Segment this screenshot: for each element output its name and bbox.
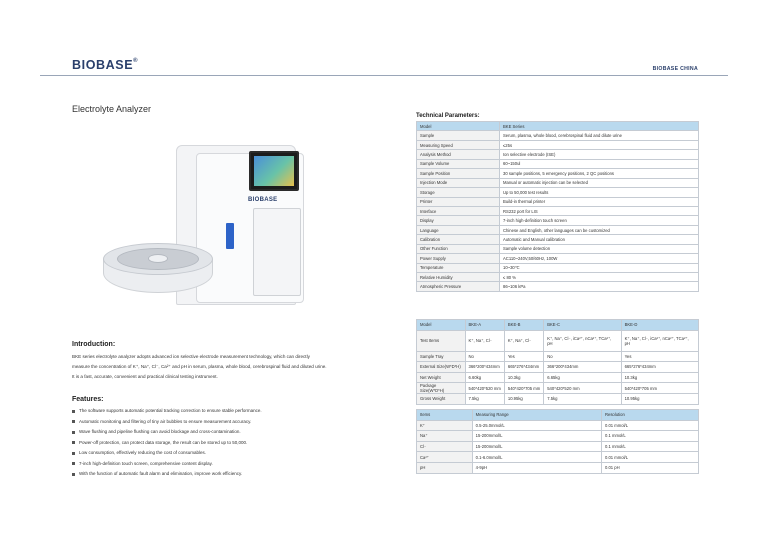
header-divider — [40, 75, 728, 76]
table-cell: 4-9pH — [472, 462, 601, 473]
table-row — [417, 431, 699, 442]
table-row — [417, 169, 699, 178]
row-label: Package Size(W*D*H) — [417, 383, 466, 394]
column-header: BKE Series — [500, 122, 699, 131]
product-image — [98, 135, 308, 320]
table-cell: 15-200mmol/L — [472, 441, 601, 452]
row-label: Printer — [417, 197, 500, 206]
column-header: Items — [417, 410, 473, 421]
table-cell: 10.3kg — [621, 372, 698, 383]
row-label: Atmospheric Pressure — [417, 282, 500, 291]
table-cell: Automatic and Manual calibration — [500, 235, 699, 244]
table-cell: 7.5kg — [465, 394, 504, 405]
table-cell: 540*420*705 mm — [621, 383, 698, 394]
table-cell: 0.01 mmol/L — [601, 452, 698, 463]
table-row — [417, 131, 699, 140]
feature-item: With the function of automatic fault alarm and elimination, improve work efficiency. — [72, 469, 372, 480]
table-cell: K⁺, Na⁺, Cl⁻, iCa²⁺, nCa²⁺, TCa²⁺, pH — [621, 330, 698, 351]
row-label: Measuring Speed — [417, 140, 500, 149]
column-header: BKE-B — [504, 320, 543, 331]
bullet-icon — [72, 462, 75, 465]
features-heading: Features: — [72, 396, 104, 403]
row-label: Sample Position — [417, 169, 500, 178]
row-label: Na⁺ — [417, 431, 473, 442]
row-label: External Size(W*D*H) — [417, 362, 466, 373]
table-cell: Ion selective electrode (ISE) — [500, 150, 699, 159]
table-cell: Sample volume detection — [500, 244, 699, 253]
column-header: Model — [417, 320, 466, 331]
touch-screen — [249, 151, 299, 191]
table-cell: 15-200mmol/L — [472, 431, 601, 442]
bullet-icon — [72, 410, 75, 413]
column-header: BKE-D — [621, 320, 698, 331]
measuring-range-table — [416, 409, 699, 474]
row-label: Interface — [417, 206, 500, 215]
table-cell: Up to 50,000 test results — [500, 188, 699, 197]
table-cell: 0.01 mmol/L — [601, 420, 698, 431]
table-row — [417, 330, 699, 351]
row-label: Sample Volume — [417, 159, 500, 168]
row-label: K⁺ — [417, 420, 473, 431]
sample-tray — [103, 243, 213, 299]
table-row — [417, 452, 699, 463]
table-cell: No — [465, 351, 504, 362]
table-row — [417, 362, 699, 373]
table-cell: Chinese and English, other languages can be customized — [500, 225, 699, 234]
sampler-knob — [226, 223, 234, 249]
technical-parameters-heading: Technical Parameters: — [416, 113, 480, 119]
table-cell: 0.5-25.0mmol/L — [472, 420, 601, 431]
table-cell: 86~106 kPa — [500, 282, 699, 291]
table-cell: Serum, plasma, whole blood, cerebrospinal fluid and dilute urine — [500, 131, 699, 140]
table-header-row — [417, 122, 699, 131]
table-row — [417, 197, 699, 206]
table-row — [417, 420, 699, 431]
table-cell: K⁺, Na⁺, Cl⁻ — [504, 330, 543, 351]
models-table — [416, 319, 699, 405]
table-row — [417, 441, 699, 452]
row-label: Temperature — [417, 263, 500, 272]
table-cell: ≤ 80 % — [500, 273, 699, 282]
table-row — [417, 225, 699, 234]
table-header-row — [417, 410, 699, 421]
table-cell: 540*420*520 mm — [544, 383, 621, 394]
table-row — [417, 206, 699, 215]
table-cell: 7.5kg — [544, 394, 621, 405]
biobase-logo: BIOBASE® — [72, 58, 139, 72]
row-label: Cl⁻ — [417, 441, 473, 452]
row-label: Display — [417, 216, 500, 225]
analyzer-door — [253, 208, 301, 296]
table-row — [417, 150, 699, 159]
table-cell: 366*200*434mm — [465, 362, 504, 373]
introduction-text — [72, 352, 372, 382]
feature-item: 7-inch high-definition touch screen, comprehensive content display. — [72, 459, 372, 470]
row-label: Storage — [417, 188, 500, 197]
intro-line: BKE series electrolyte analyzer adopts advanced ion selective electrode measurement technology, which can directly — [72, 354, 310, 359]
table-cell: 0.1 mmol/L — [601, 441, 698, 452]
intro-line: It is a fast, accurate, convenient and practical clinical testing instrument. — [72, 374, 218, 379]
table-cell: 10.3kg — [504, 372, 543, 383]
feature-item: Wave flushing and pipeline flushing can avoid blockage and cross-contamination. — [72, 427, 372, 438]
column-header: Resolution — [601, 410, 698, 421]
table-row — [417, 235, 699, 244]
table-row — [417, 394, 699, 405]
table-cell: 0.1-6.0mmol/L — [472, 452, 601, 463]
table-row — [417, 216, 699, 225]
parameters-table — [416, 121, 699, 292]
row-label: Ca²⁺ — [417, 452, 473, 463]
table-cell: Yes — [504, 351, 543, 362]
table-cell: Yes — [621, 351, 698, 362]
bullet-icon — [72, 431, 75, 434]
bullet-icon — [72, 452, 75, 455]
intro-line: measure the concentration of K⁺, Na⁺, Cl⁻, Ca²⁺ and pH in serum, plasma, whole blood, cerebrospinal fluid and diluted urine. — [72, 364, 327, 369]
table-cell: 10~30℃ — [500, 263, 699, 272]
table-cell: 0.01 pH — [601, 462, 698, 473]
table-cell: 6.65kg — [544, 372, 621, 383]
feature-item: Automatic monitoring and filtering of tiny air bubbles to ensure measurement accuracy. — [72, 417, 372, 428]
table-cell: K⁺, Na⁺, Cl⁻, iCa²⁺, nCa²⁺, TCa²⁺, pH — [544, 330, 621, 351]
analyzer-brand-label: BIOBASE — [248, 197, 278, 203]
row-label: Test Items — [417, 330, 466, 351]
introduction-heading: Introduction: — [72, 341, 116, 348]
row-label: Net Weight — [417, 372, 466, 383]
row-label: Other Function — [417, 244, 500, 253]
table-cell: K⁺, Na⁺, Cl⁻ — [465, 330, 504, 351]
table-row — [417, 462, 699, 473]
product-title: Electrolyte Analyzer — [72, 104, 152, 114]
bullet-icon — [72, 473, 75, 476]
table-row — [417, 178, 699, 187]
table-row — [417, 244, 699, 253]
table-cell: 6.60kg — [465, 372, 504, 383]
table-row — [417, 372, 699, 383]
row-label: Sample — [417, 131, 500, 140]
table-row — [417, 282, 699, 291]
row-label: pH — [417, 462, 473, 473]
table-row — [417, 383, 699, 394]
table-row — [417, 273, 699, 282]
table-cell: 540*420*705 mm — [504, 383, 543, 394]
table-row — [417, 254, 699, 263]
table-cell: 10.95kg — [621, 394, 698, 405]
row-label: Analysis Method — [417, 150, 500, 159]
table-cell: Manual or automatic injection can be selected — [500, 178, 699, 187]
feature-item: Low consumption, effectively reducing the cost of consumables. — [72, 448, 372, 459]
table-header-row — [417, 320, 699, 331]
table-row — [417, 263, 699, 272]
row-label: Injection Mode — [417, 178, 500, 187]
table-cell: ≤25s — [500, 140, 699, 149]
features-list — [72, 406, 372, 480]
table-row — [417, 159, 699, 168]
column-header: BKE-C — [544, 320, 621, 331]
column-header: Model — [417, 122, 500, 131]
row-label: Calibration — [417, 235, 500, 244]
row-label: Power Supply — [417, 254, 500, 263]
row-label: Sample Tray — [417, 351, 466, 362]
table-cell: 10.95kg — [504, 394, 543, 405]
table-cell: 60~150ul — [500, 159, 699, 168]
table-cell: 540*420*520 mm — [465, 383, 504, 394]
table-cell: 30 sample positions, 5 emergency positions, 2 QC positions — [500, 169, 699, 178]
table-row — [417, 140, 699, 149]
table-cell: 7-inch high-definition touch screen — [500, 216, 699, 225]
table-cell: 366*200*434mm — [544, 362, 621, 373]
feature-item: The software supports automatic potential tracking correction to ensure stable performance. — [72, 406, 372, 417]
table-cell: No — [544, 351, 621, 362]
table-cell: 665*276*434mm — [621, 362, 698, 373]
table-cell: AC110~240V,50/60Hz, 100W — [500, 254, 699, 263]
feature-item: Power-off protection, can protect data storage, the result can be stored up to 50,000. — [72, 438, 372, 449]
table-row — [417, 351, 699, 362]
bullet-icon — [72, 441, 75, 444]
table-row — [417, 188, 699, 197]
table-cell: 665*276*434mm — [504, 362, 543, 373]
row-label: Language — [417, 225, 500, 234]
row-label: Relative Humidity — [417, 273, 500, 282]
table-cell: Build-in thermal printer — [500, 197, 699, 206]
bullet-icon — [72, 420, 75, 423]
brand-right-label: BIOBASE CHINA — [652, 66, 698, 72]
table-cell: RS232 port for LIS — [500, 206, 699, 215]
column-header: Measuring Range — [472, 410, 601, 421]
column-header: BKE-A — [465, 320, 504, 331]
table-cell: 0.1 mmol/L — [601, 431, 698, 442]
row-label: Gross Weight — [417, 394, 466, 405]
